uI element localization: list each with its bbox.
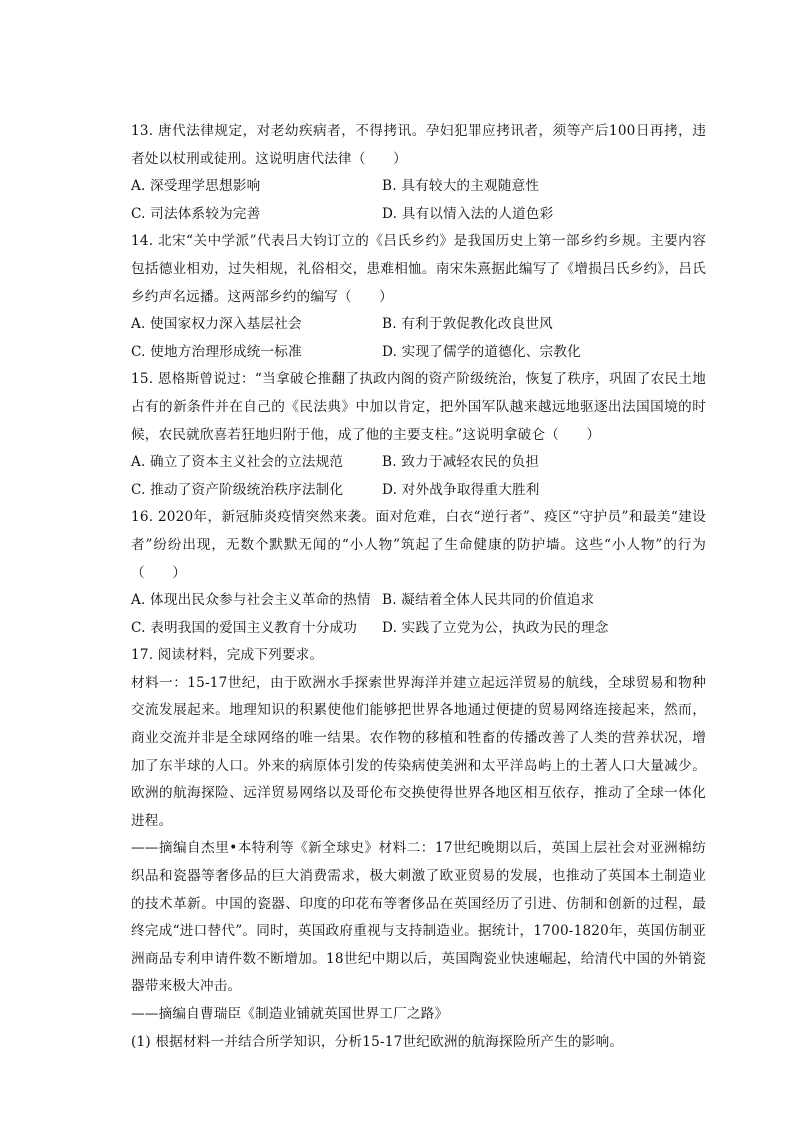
- page-content: [131, 118, 706, 1056]
- question-15-stem: 15. 恩格斯曾说过：“当拿破仑推翻了执政内阁的资产阶级统治，恢复了秩序，巩固了农民土地占有的新条件并在自己的《民法典》中加以肯定，把外国军队越来越远地驱逐出法国国境的时候，农民就欣喜若狂地归附于他，成了他的主要支柱。”这说明拿破仑（ ）: [131, 371, 706, 443]
- question-17-intro: 17. 阅读材料，完成下列要求。: [131, 647, 324, 664]
- question-13-option-d: D. 具有以情入法的人道色彩: [382, 205, 554, 222]
- question-16-option-d: D. 实践了立党为公，执政为民的理念: [382, 619, 609, 636]
- question-16-options-row-2: [131, 615, 706, 643]
- question-15-option-d: D. 对外战争取得重大胜利: [382, 481, 540, 498]
- question-15-option-c: C. 推动了资产阶级统治秩序法制化: [131, 481, 344, 498]
- question-13-option-c: C. 司法体系较为完善: [131, 205, 261, 222]
- question-14-option-c: C. 使地方治理形成统一标准: [131, 343, 302, 360]
- question-14-options-row-1: [131, 311, 706, 339]
- question-17-sub-1: (1) 根据材料一并结合所学知识，分析15-17世纪欧洲的航海探险所产生的影响。: [131, 1033, 624, 1050]
- question-13-option-a: A. 深受理学思想影响: [131, 178, 261, 195]
- material-2-source: ——摘编自曹瑞臣《制造业铺就英国世界工厂之路》: [131, 1006, 449, 1022]
- question-16: [131, 504, 706, 642]
- question-14-stem: 14. 北宋“关中学派”代表吕大钧订立的《吕氏乡约》是我国历史上第一部乡约乡规。主要内容包括德业相劝，过失相规，礼俗相交，患难相恤。南宋朱熹据此编写了《增损吕氏乡约》，吕氏乡约声名远播。这两部乡约的编写（ ）: [131, 233, 706, 305]
- question-14: [131, 228, 706, 366]
- question-13-options-row-2: [131, 201, 706, 229]
- question-16-stem: 16. 2020年，新冠肺炎疫情突然来袭。面对危难，白衣“逆行者”、疫区“守护员”和最美“建设者”纷纷出现，无数个默默无闻的“小人物”筑起了生命健康的防护墙。这些“小人物”的行为（ ）: [131, 509, 706, 581]
- question-15-option-a: A. 确立了资本主义社会的立法规范: [131, 454, 344, 471]
- question-13-stem: 13. 唐代法律规定，对老幼疾病者，不得拷讯。孕妇犯罪应拷讯者，须等产后100日再拷，违者处以杖刑或徒刑。这说明唐代法律（ ）: [131, 123, 706, 167]
- question-14-option-b: B. 有利于敦促教化改良世风: [382, 316, 553, 333]
- question-13-option-b: B. 具有较大的主观随意性: [382, 178, 540, 195]
- question-13-options-row-1: [131, 173, 706, 201]
- question-17: [131, 642, 706, 1056]
- question-15-options-row-2: [131, 477, 706, 505]
- question-14-option-a: A. 使国家权力深入基层社会: [131, 316, 302, 333]
- material-1-source-and-material-2: ——摘编自杰里•本特利等《新全球史》材料二：17世纪晚期以后，英国上层社会对亚洲棉纺织品和瓷器等奢侈品的巨大消费需求，极大刺激了欧亚贸易的发展，也推动了英国本土制造业的技术革新。中国的瓷器、印度的印花布等奢侈品在英国经历了引进、仿制和创新的过程，最终完成“进口替代”。同时，英国政府重视与支持制造业。据统计，1700-1820年，英国仿制亚洲商品专利申请件数不断增加。18世纪中期以后，英国陶瓷业快速崛起，给清代中国的外销瓷器带来极大冲击。: [131, 840, 706, 995]
- question-14-options-row-2: [131, 339, 706, 367]
- question-15-option-b: B. 致力于减轻农民的负担: [382, 454, 540, 471]
- question-16-option-b: B. 凝结着全体人民共同的价值追求: [382, 592, 595, 609]
- question-16-option-c: C. 表明我国的爱国主义教育十分成功: [131, 619, 358, 636]
- question-14-option-d: D. 实现了儒学的道德化、宗教化: [382, 343, 581, 360]
- question-15-options-row-1: [131, 449, 706, 477]
- question-15: [131, 366, 706, 504]
- question-16-option-a: A. 体现出民众参与社会主义革命的热情: [131, 592, 371, 609]
- material-1: 材料一：15-17世纪，由于欧洲水手探索世界海洋并建立起远洋贸易的航线，全球贸易和物种交流发展起来。地理知识的积累使他们能够把世界各地通过便捷的贸易网络连接起来，然而，商业交流并非是全球网络的唯一结果。农作物的移植和牲畜的传播改善了人类的营养状况，增加了东半球的人口。外来的病原体引发的传染病使美洲和太平洋岛屿上的土著人口大量减少。欧洲的航海探险、远洋贸易网络以及哥伦布交换使得世界各地区相互依存，推动了全球一体化进程。: [131, 674, 706, 829]
- question-13: [131, 118, 706, 228]
- question-16-options-row-1: [131, 587, 706, 615]
